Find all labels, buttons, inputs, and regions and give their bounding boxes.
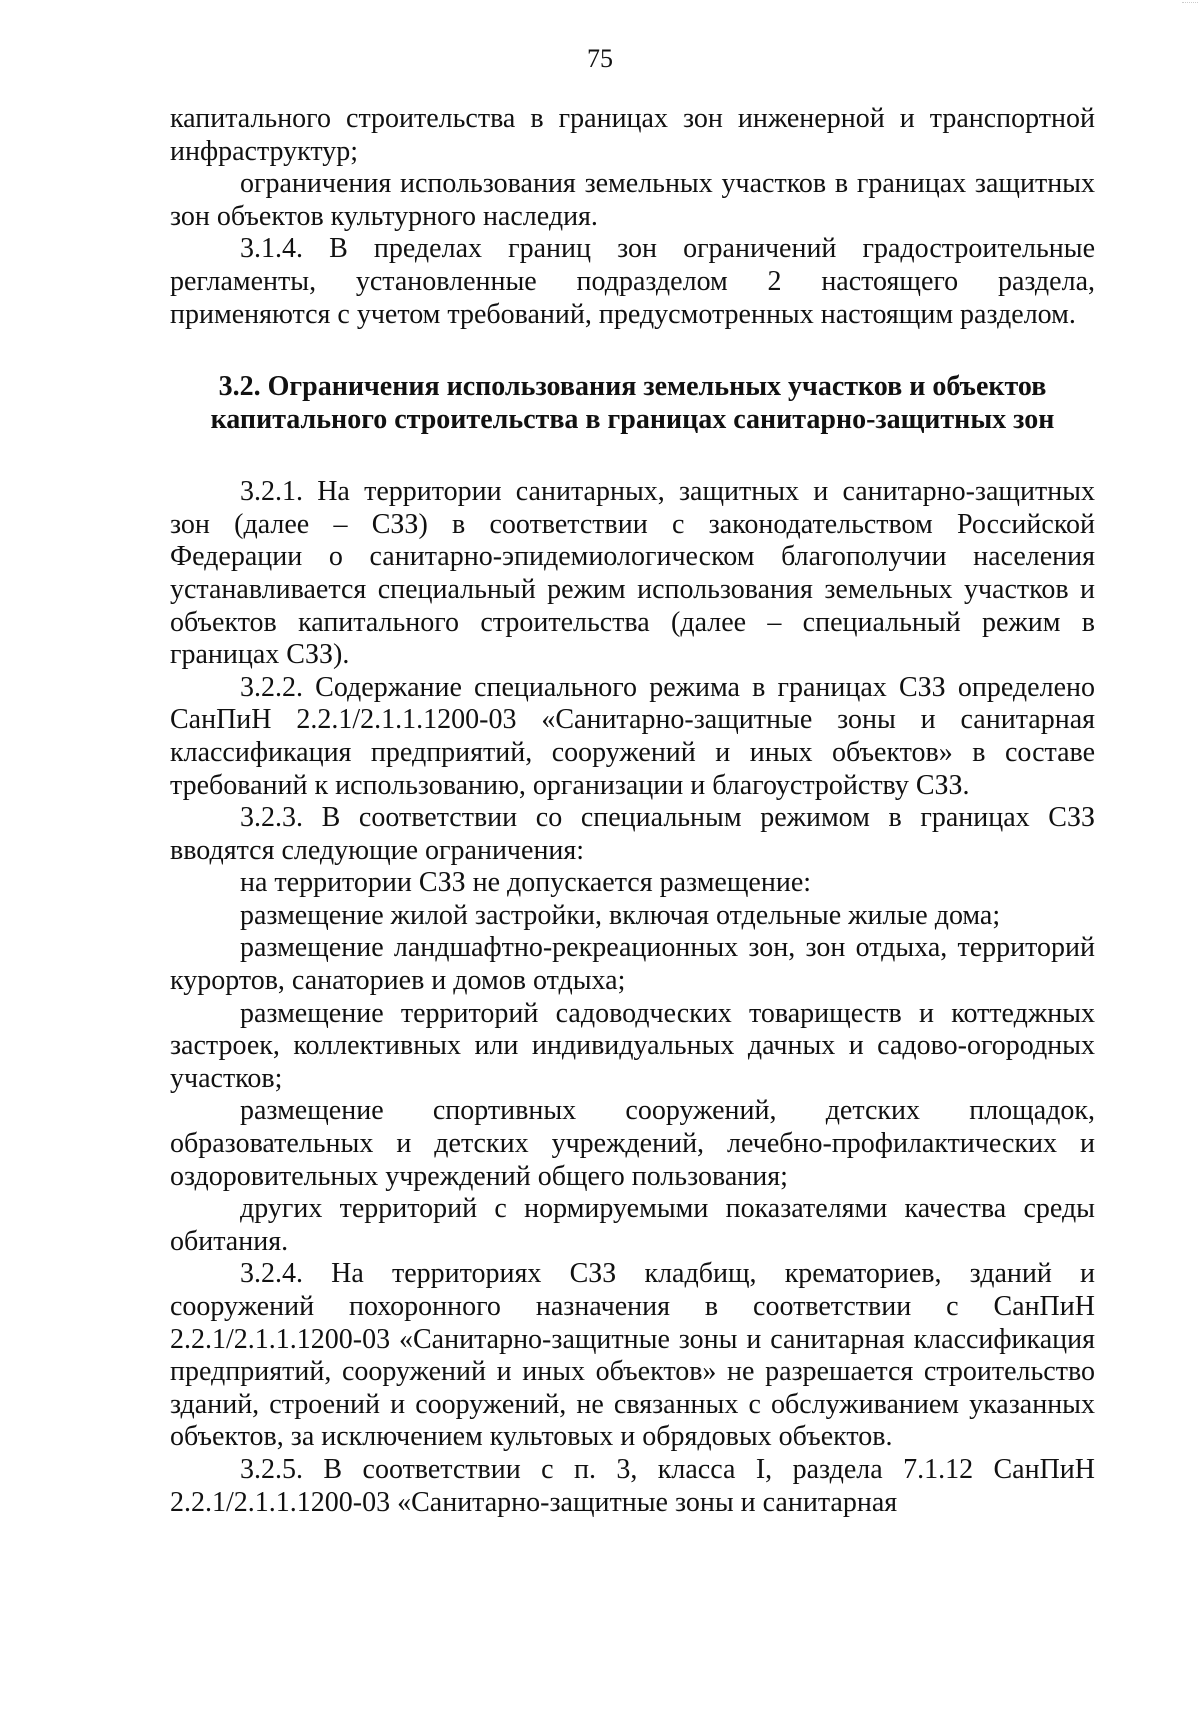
document-body (170, 103, 1095, 1519)
list-intro: на территории СЗЗ не допускается размещение: (240, 867, 812, 899)
list-item: размещение жилой застройки, включая отдельные жилые дома; (240, 899, 1001, 931)
section-heading-3-2: 3.2. Ограничения использования земельных участков и объектов капитального строительства в границах санитарно-защитных зон (210, 371, 1055, 436)
paragraph-cultural-heritage: ограничения использования земельных участков в границах защитных зон объектов культурного наследия. (170, 168, 1095, 232)
list-item: размещение ландшафтно-рекреационных зон, зон отдыха, территорий курортов, санаториев и домов отдыха; (170, 932, 1095, 997)
list-item: других территорий с нормируемыми показателями качества среды обитания. (170, 1193, 1095, 1257)
paragraph-3-2-4: 3.2.4. На территориях СЗЗ кладбищ, крематориев, зданий и сооружений похоронного назначения в соответствии с СанПиН 2.2.1/2.1.1.1200-03 «Санитарно-защитные зоны и санитарная классификация предприятий, сооружений и иных объектов» не разрешается строительство зданий, строений и сооружений, не связанных с обслуживанием указанных объектов, за исключением культовых и обрядовых объектов. (170, 1258, 1095, 1453)
page-number: 75 (587, 44, 613, 73)
paragraph-3-1-4: 3.1.4. В пределах границ зон ограничений градостроительные регламенты, установленные подразделом 2 настоящего раздела, применяются с учетом требований, предусмотренных настоящим разделом. (170, 233, 1095, 330)
paragraph-3-2-2: 3.2.2. Содержание специального режима в границах СЗЗ определено СанПиН 2.2.1/2.1.1.1200-03 «Санитарно-защитные зоны и санитарная классификация предприятий, сооружений и иных объектов» в составе требований к использованию, организации и благоустройству СЗЗ. (170, 671, 1095, 801)
paragraph-continuation: капитального строительства в границах зон инженерной и транспортной инфраструктур; (170, 103, 1095, 167)
paragraph-3-2-5: 3.2.5. В соответствии с п. 3, класса I, раздела 7.1.12 СанПиН 2.2.1/2.1.1.1200-03 «Санитарно-защитные зоны и санитарная (170, 1453, 1095, 1518)
list-item: размещение спортивных сооружений, детских площадок, образовательных и детских учреждений, лечебно-профилактических и оздоровительных учреждений общего пользования; (170, 1095, 1095, 1192)
list-item: размещение территорий садоводческих товариществ и коттеджных застроек, коллективных или индивидуальных дачных и садово-огородных участков; (170, 997, 1095, 1094)
scan-edge-mark (1182, 2, 1198, 6)
paragraph-3-2-3: 3.2.3. В соответствии со специальным режимом в границах СЗЗ вводятся следующие ограничения: (170, 802, 1095, 866)
paragraph-3-2-1: 3.2.1. На территории санитарных, защитных и санитарно-защитных зон (далее – СЗЗ) в соответствии с законодательством Российской Федерации о санитарно-эпидемиологическом благополучии населения устанавливается специальный режим использования земельных участков и объектов капитального строительства (далее – специальный режим в границах СЗЗ). (170, 476, 1095, 671)
